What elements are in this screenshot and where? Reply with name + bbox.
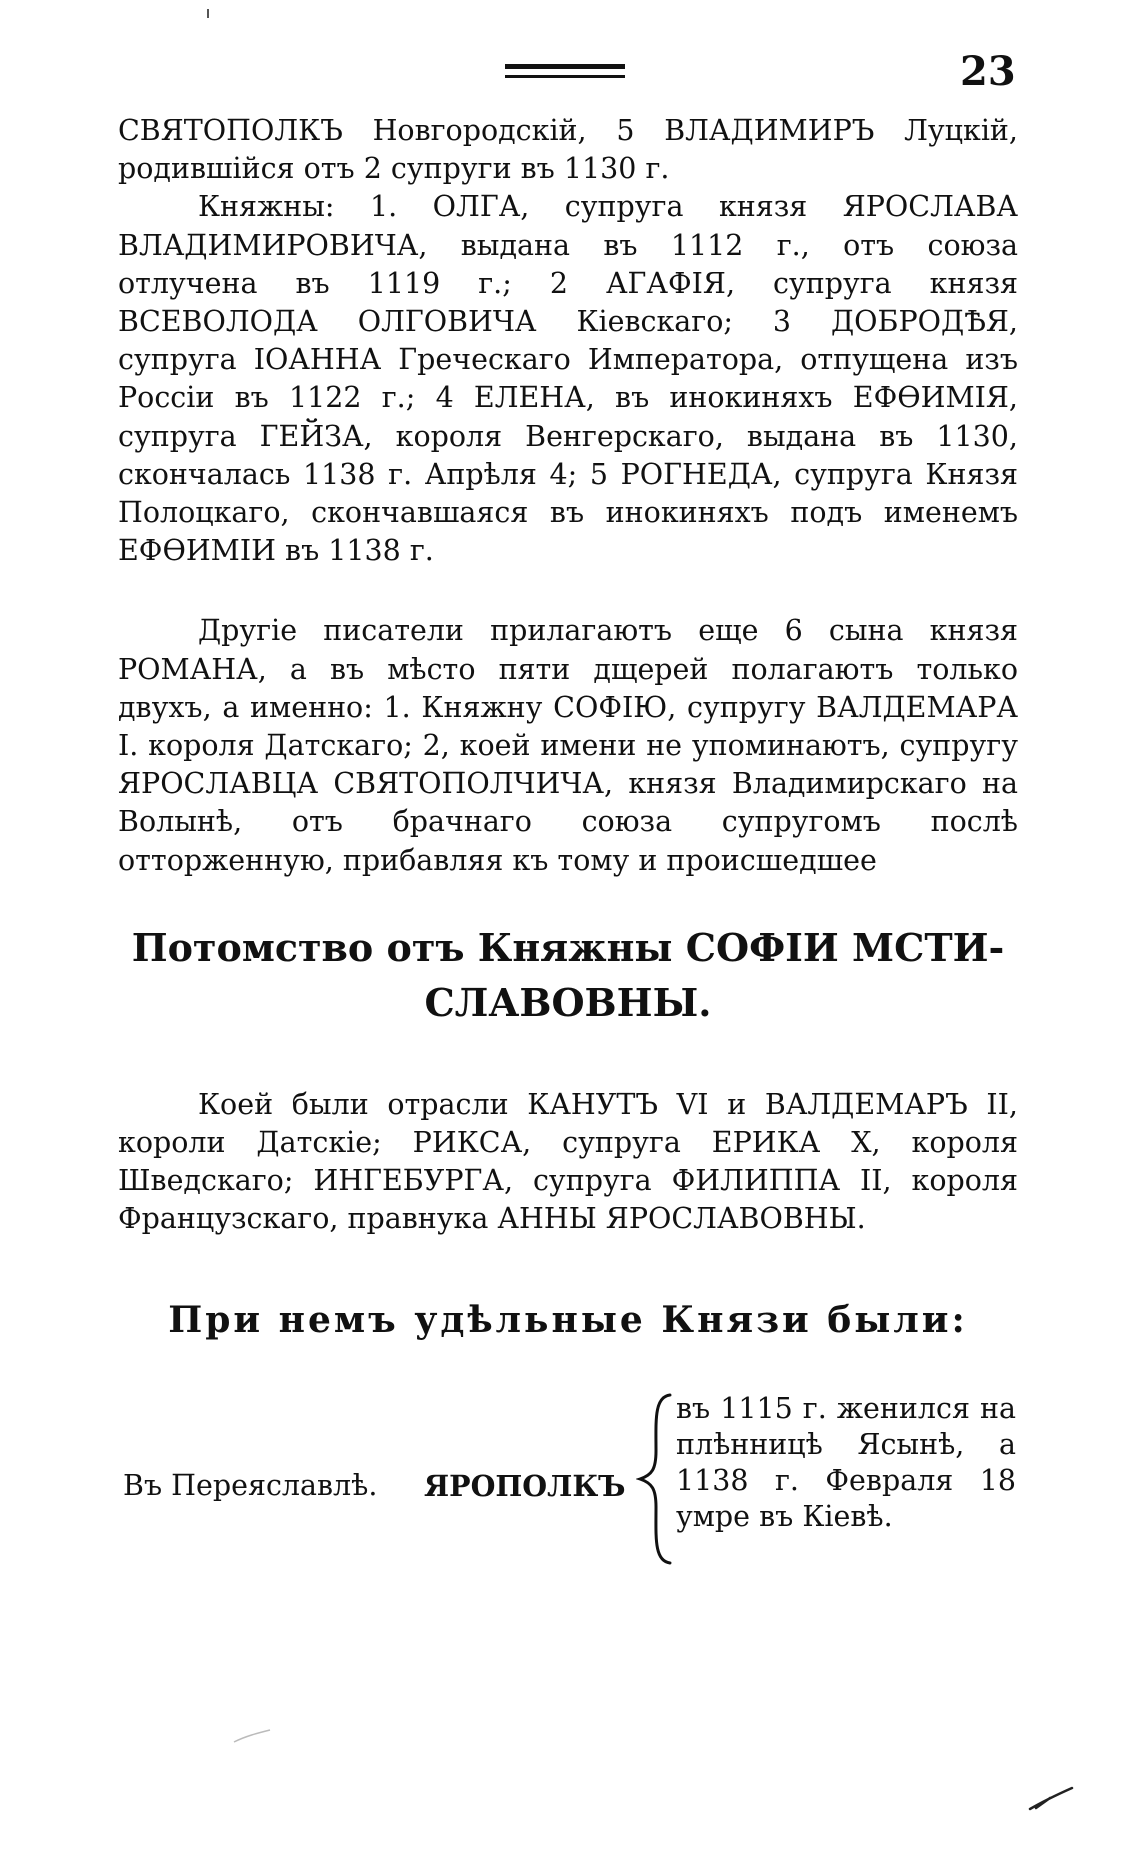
paragraph-sophia-descendants: Коей были отрасли КАНУТЪ VI и ВАЛДЕМАРЪ II, короли Датскіе; РИКСА, супруга ЕРИКА X, короля Шведскаго; ИНГЕБУРГА, супруга ФИЛИППА II, короля Французскаго, правнука АННЫ ЯРОСЛАВОВНЫ. — [118, 1087, 1018, 1236]
stray-pen-mark — [1028, 1786, 1074, 1812]
header-double-rule-top — [505, 64, 625, 69]
appanage-prince: ЯРОПОЛКЪ — [424, 1468, 626, 1503]
section-heading-line-2: СЛАВОВНЫ. — [424, 979, 712, 1025]
speck-mark — [205, 8, 211, 20]
section-heading-line-1: Потомство отъ Княжны СОФІИ МСТИ- — [131, 924, 1005, 970]
page-header — [0, 48, 1140, 98]
page-number: 23 — [960, 48, 1016, 95]
appanage-princes-heading: При немъ удѣльные Князи были: — [168, 1298, 968, 1341]
appanage-entry — [118, 1391, 1018, 1571]
curly-brace-icon — [636, 1391, 676, 1567]
paragraph-other-writers: Другіе писатели прилагаютъ еще 6 сына князя РОМАНА, а въ мѣсто пяти дщерей полагаютъ только двухъ, а именно: 1. Княжну СОФІЮ, супругу ВАЛДЕМАРА I. короля Датскаго; 2, коей имени не упоминаютъ, супругу ЯРОСЛАВЦА СВЯТОПОЛЧИЧА, князя Владимирскаго на Волынѣ, отъ брачнаго союза супругомъ послѣ отторженную, прибавляя къ тому и происшедшее — [118, 614, 1018, 877]
paragraph-sons-continued: СВЯТОПОЛКЪ Новгородскій, 5 ВЛАДИМИРЪ Луцкій, родившійся отъ 2 супруги въ 1130 г. — [118, 114, 1018, 186]
page-body — [118, 112, 1018, 1571]
paragraph-princesses: Княжны: 1. ОЛГА, супруга князя ЯРОСЛАВА ВЛАДИМИРОВИЧА, выдана въ 1112 г., отъ союза отлучена въ 1119 г.; 2 АГАФІЯ, супруга князя ВСЕВОЛОДА ОЛГОВИЧА Кіевскаго; 3 ДОБРОДѢЯ, супруга ІОАННА Греческаго Императора, отпущена изъ Россіи въ 1122 г.; 4 ЕЛЕНА, въ инокиняхъ ЕФѲИМІЯ, супруга ГЕЙЗА, короля Венгерскаго, выдана въ 1130, скончалась 1138 г. Апрѣля 4; 5 РОГНЕДА, супруга Князя Полоцкаго, скончавшаяся въ инокиняхъ подъ именемъ ЕФѲИМІИ въ 1138 г. — [118, 190, 1018, 568]
section-heading — [118, 920, 1018, 1030]
header-double-rule-bottom — [505, 75, 625, 78]
faint-stroke-mark — [232, 1728, 272, 1744]
appanage-note: въ 1115 г. женился на плѣнницѣ Ясынѣ, а 1138 г. Февраля 18 умре въ Кіевѣ. — [676, 1391, 1016, 1533]
appanage-city: Въ Переяславлѣ. — [123, 1468, 378, 1502]
